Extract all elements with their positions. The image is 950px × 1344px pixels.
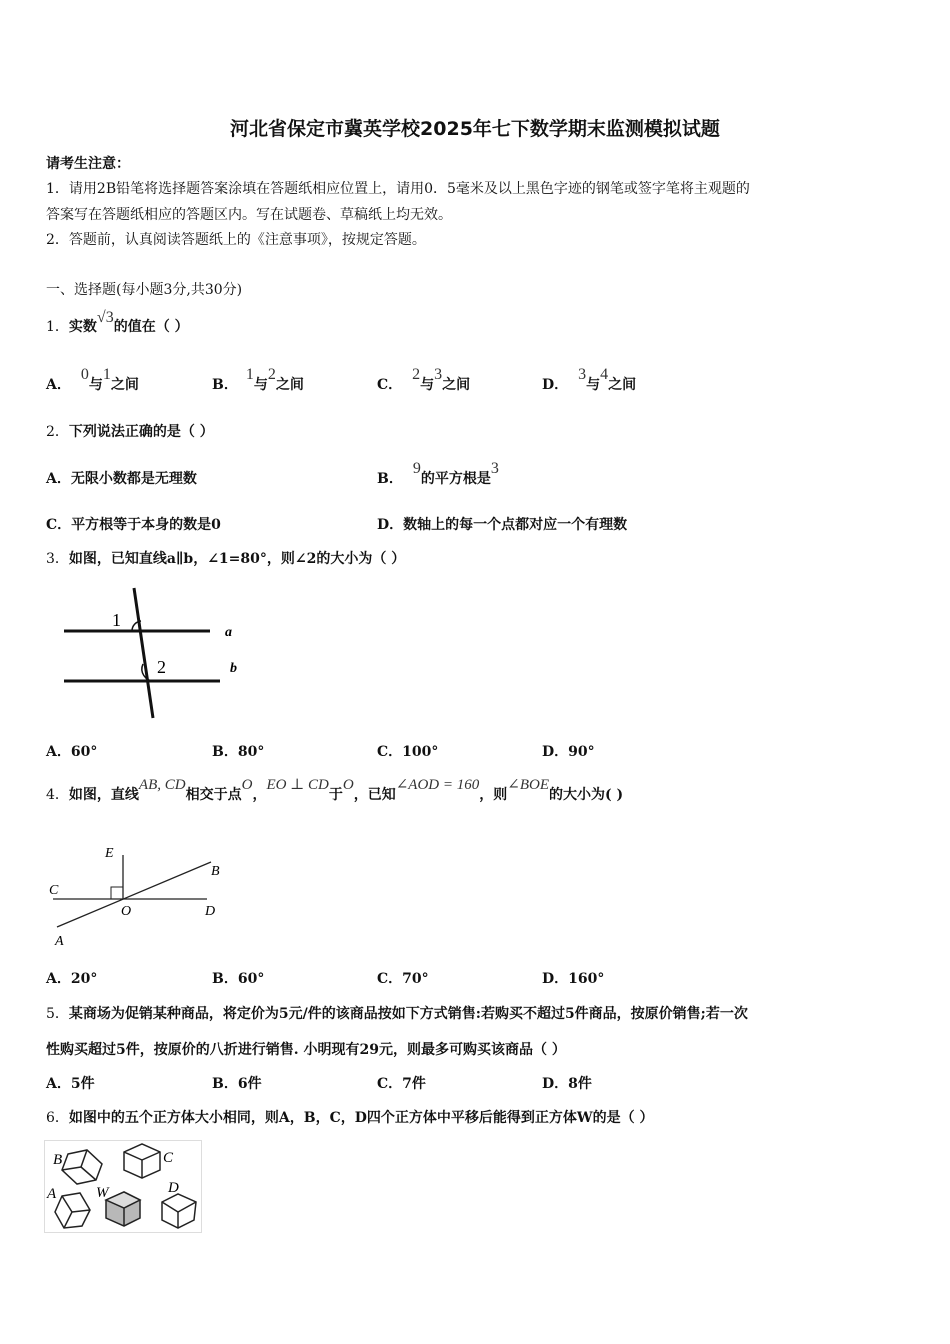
section-heading: 一、选择题(每小题3分,共30分) bbox=[46, 282, 243, 298]
question-number: 4． bbox=[46, 787, 69, 803]
right-angle-mark bbox=[111, 887, 123, 899]
page-title: 河北省保定市冀英学校2025年七下数学期末监测模拟试题 bbox=[230, 118, 720, 140]
math-sqrt3: √3 bbox=[96, 309, 114, 326]
line-a-label: a bbox=[225, 625, 232, 640]
notice-heading: 请考生注意： bbox=[46, 156, 130, 172]
angle-1-label: 1 bbox=[112, 610, 121, 630]
line-b-label: b bbox=[230, 661, 237, 676]
cube-a-label: A bbox=[47, 1186, 57, 1202]
cube-w-label: W bbox=[96, 1185, 109, 1201]
q1-option-b[interactable]: B．1与2之间 bbox=[212, 366, 304, 393]
notice-line-2: 答案写在答题纸相应的答题区内。写在试题卷、草稿纸上均无效。 bbox=[46, 207, 452, 223]
cube-c-label: C bbox=[163, 1150, 174, 1166]
question-text: 如图中的五个正方体大小相同，则A，B，C，D四个正方体中平移后能得到正方体W的是（ ） bbox=[68, 1110, 654, 1126]
q5-option-a[interactable]: A．5件 bbox=[46, 1076, 95, 1092]
q4-option-d[interactable]: D．160° bbox=[542, 971, 605, 987]
math-angle-aod: ∠AOD = 160 bbox=[395, 777, 480, 793]
q1-option-d[interactable]: D．3与4之间 bbox=[542, 366, 637, 393]
q1-option-a[interactable]: A．0与1之间 bbox=[46, 366, 139, 393]
q2-option-a[interactable]: A．无限小数都是无理数 bbox=[46, 471, 197, 487]
math-angle-boe: ∠BOE bbox=[507, 777, 549, 793]
q2-option-c[interactable]: C．平方根等于本身的数是0 bbox=[46, 517, 221, 533]
point-a-label: A bbox=[55, 934, 64, 949]
q5-option-d[interactable]: D．8件 bbox=[542, 1076, 592, 1092]
q3-option-c[interactable]: C．100° bbox=[377, 744, 439, 760]
q3-option-d[interactable]: D．90° bbox=[542, 744, 595, 760]
notice-line-1: 1．请用2B铅笔将选择题答案涂填在答题纸相应位置上，请用0．5毫米及以上黑色字迹的钢笔或签字笔将主观题的 bbox=[46, 181, 750, 197]
q6-figure bbox=[44, 1140, 204, 1234]
math-ab-cd: AB, CD bbox=[138, 777, 186, 793]
q5-option-c[interactable]: C．7件 bbox=[377, 1076, 426, 1092]
cube-c bbox=[124, 1144, 160, 1178]
q5-option-b[interactable]: B．6件 bbox=[212, 1076, 262, 1092]
q4-figure bbox=[45, 835, 235, 955]
math-o: O bbox=[241, 777, 253, 793]
question-number: 6． bbox=[46, 1110, 69, 1126]
question-5-continued: 性购买超过5件，按原价的八折进行销售. 小明现有29元，则最多可购买该商品（ ） bbox=[46, 1042, 566, 1058]
question-number: 2． bbox=[46, 424, 69, 440]
q3-option-b[interactable]: B．80° bbox=[212, 744, 265, 760]
transversal-line bbox=[134, 588, 153, 718]
question-text: 如图，已知直线a∥b，∠1=80°，则∠2的大小为（ ） bbox=[68, 551, 406, 567]
cube-d bbox=[162, 1194, 196, 1228]
point-d-label: D bbox=[205, 904, 216, 919]
cube-b-label: B bbox=[53, 1152, 63, 1168]
question-text: 某商场为促销某种商品，将定价为5元/件的该商品按如下方式销售:若购买不超过5件商品，按原价销售;若一次 bbox=[68, 1006, 748, 1022]
point-c-label: C bbox=[49, 883, 59, 898]
q4-option-c[interactable]: C．70° bbox=[377, 971, 429, 987]
notice-line-3: 2．答题前，认真阅读答题纸上的《注意事项》，按规定答题。 bbox=[46, 232, 426, 248]
q4-option-a[interactable]: A．20° bbox=[46, 971, 98, 987]
point-b-label: B bbox=[211, 864, 220, 879]
question-4: 4．如图，直线AB, CD相交于点O，EO ⊥ CD于O，已知∠AOD = 160，则∠BOE的大小为( ) bbox=[46, 777, 624, 803]
question-number: 1． bbox=[46, 319, 69, 335]
question-2 bbox=[46, 421, 214, 441]
question-3 bbox=[46, 548, 405, 568]
question-text: 的值在（ ） bbox=[113, 319, 189, 335]
question-number: 5． bbox=[46, 1006, 69, 1022]
q2-option-d[interactable]: D．数轴上的每一个点都对应一个有理数 bbox=[377, 517, 628, 533]
q3-option-a[interactable]: A．60° bbox=[46, 744, 98, 760]
cube-a bbox=[55, 1193, 90, 1228]
question-5 bbox=[46, 1003, 748, 1023]
q3-figure bbox=[50, 580, 250, 725]
point-e-label: E bbox=[105, 846, 114, 861]
question-text: 实数 bbox=[68, 319, 97, 335]
q1-option-c[interactable]: C．2与3之间 bbox=[377, 366, 471, 393]
line-ab bbox=[57, 862, 211, 927]
cube-w bbox=[106, 1192, 140, 1226]
cube-b bbox=[62, 1150, 102, 1184]
question-6 bbox=[46, 1107, 654, 1127]
angle-2-label: 2 bbox=[157, 657, 166, 677]
question-text: 下列说法正确的是（ ） bbox=[68, 424, 214, 440]
point-o-label: O bbox=[121, 904, 132, 919]
question-number: 3． bbox=[46, 551, 69, 567]
q2-option-b[interactable]: B．9的平方根是3 bbox=[377, 460, 499, 487]
q4-option-b[interactable]: B．60° bbox=[212, 971, 265, 987]
question-1 bbox=[46, 309, 189, 336]
cube-d-label: D bbox=[168, 1180, 179, 1196]
math-eo-perp-cd: EO ⊥ CD bbox=[266, 777, 329, 793]
math-o: O bbox=[342, 777, 354, 793]
